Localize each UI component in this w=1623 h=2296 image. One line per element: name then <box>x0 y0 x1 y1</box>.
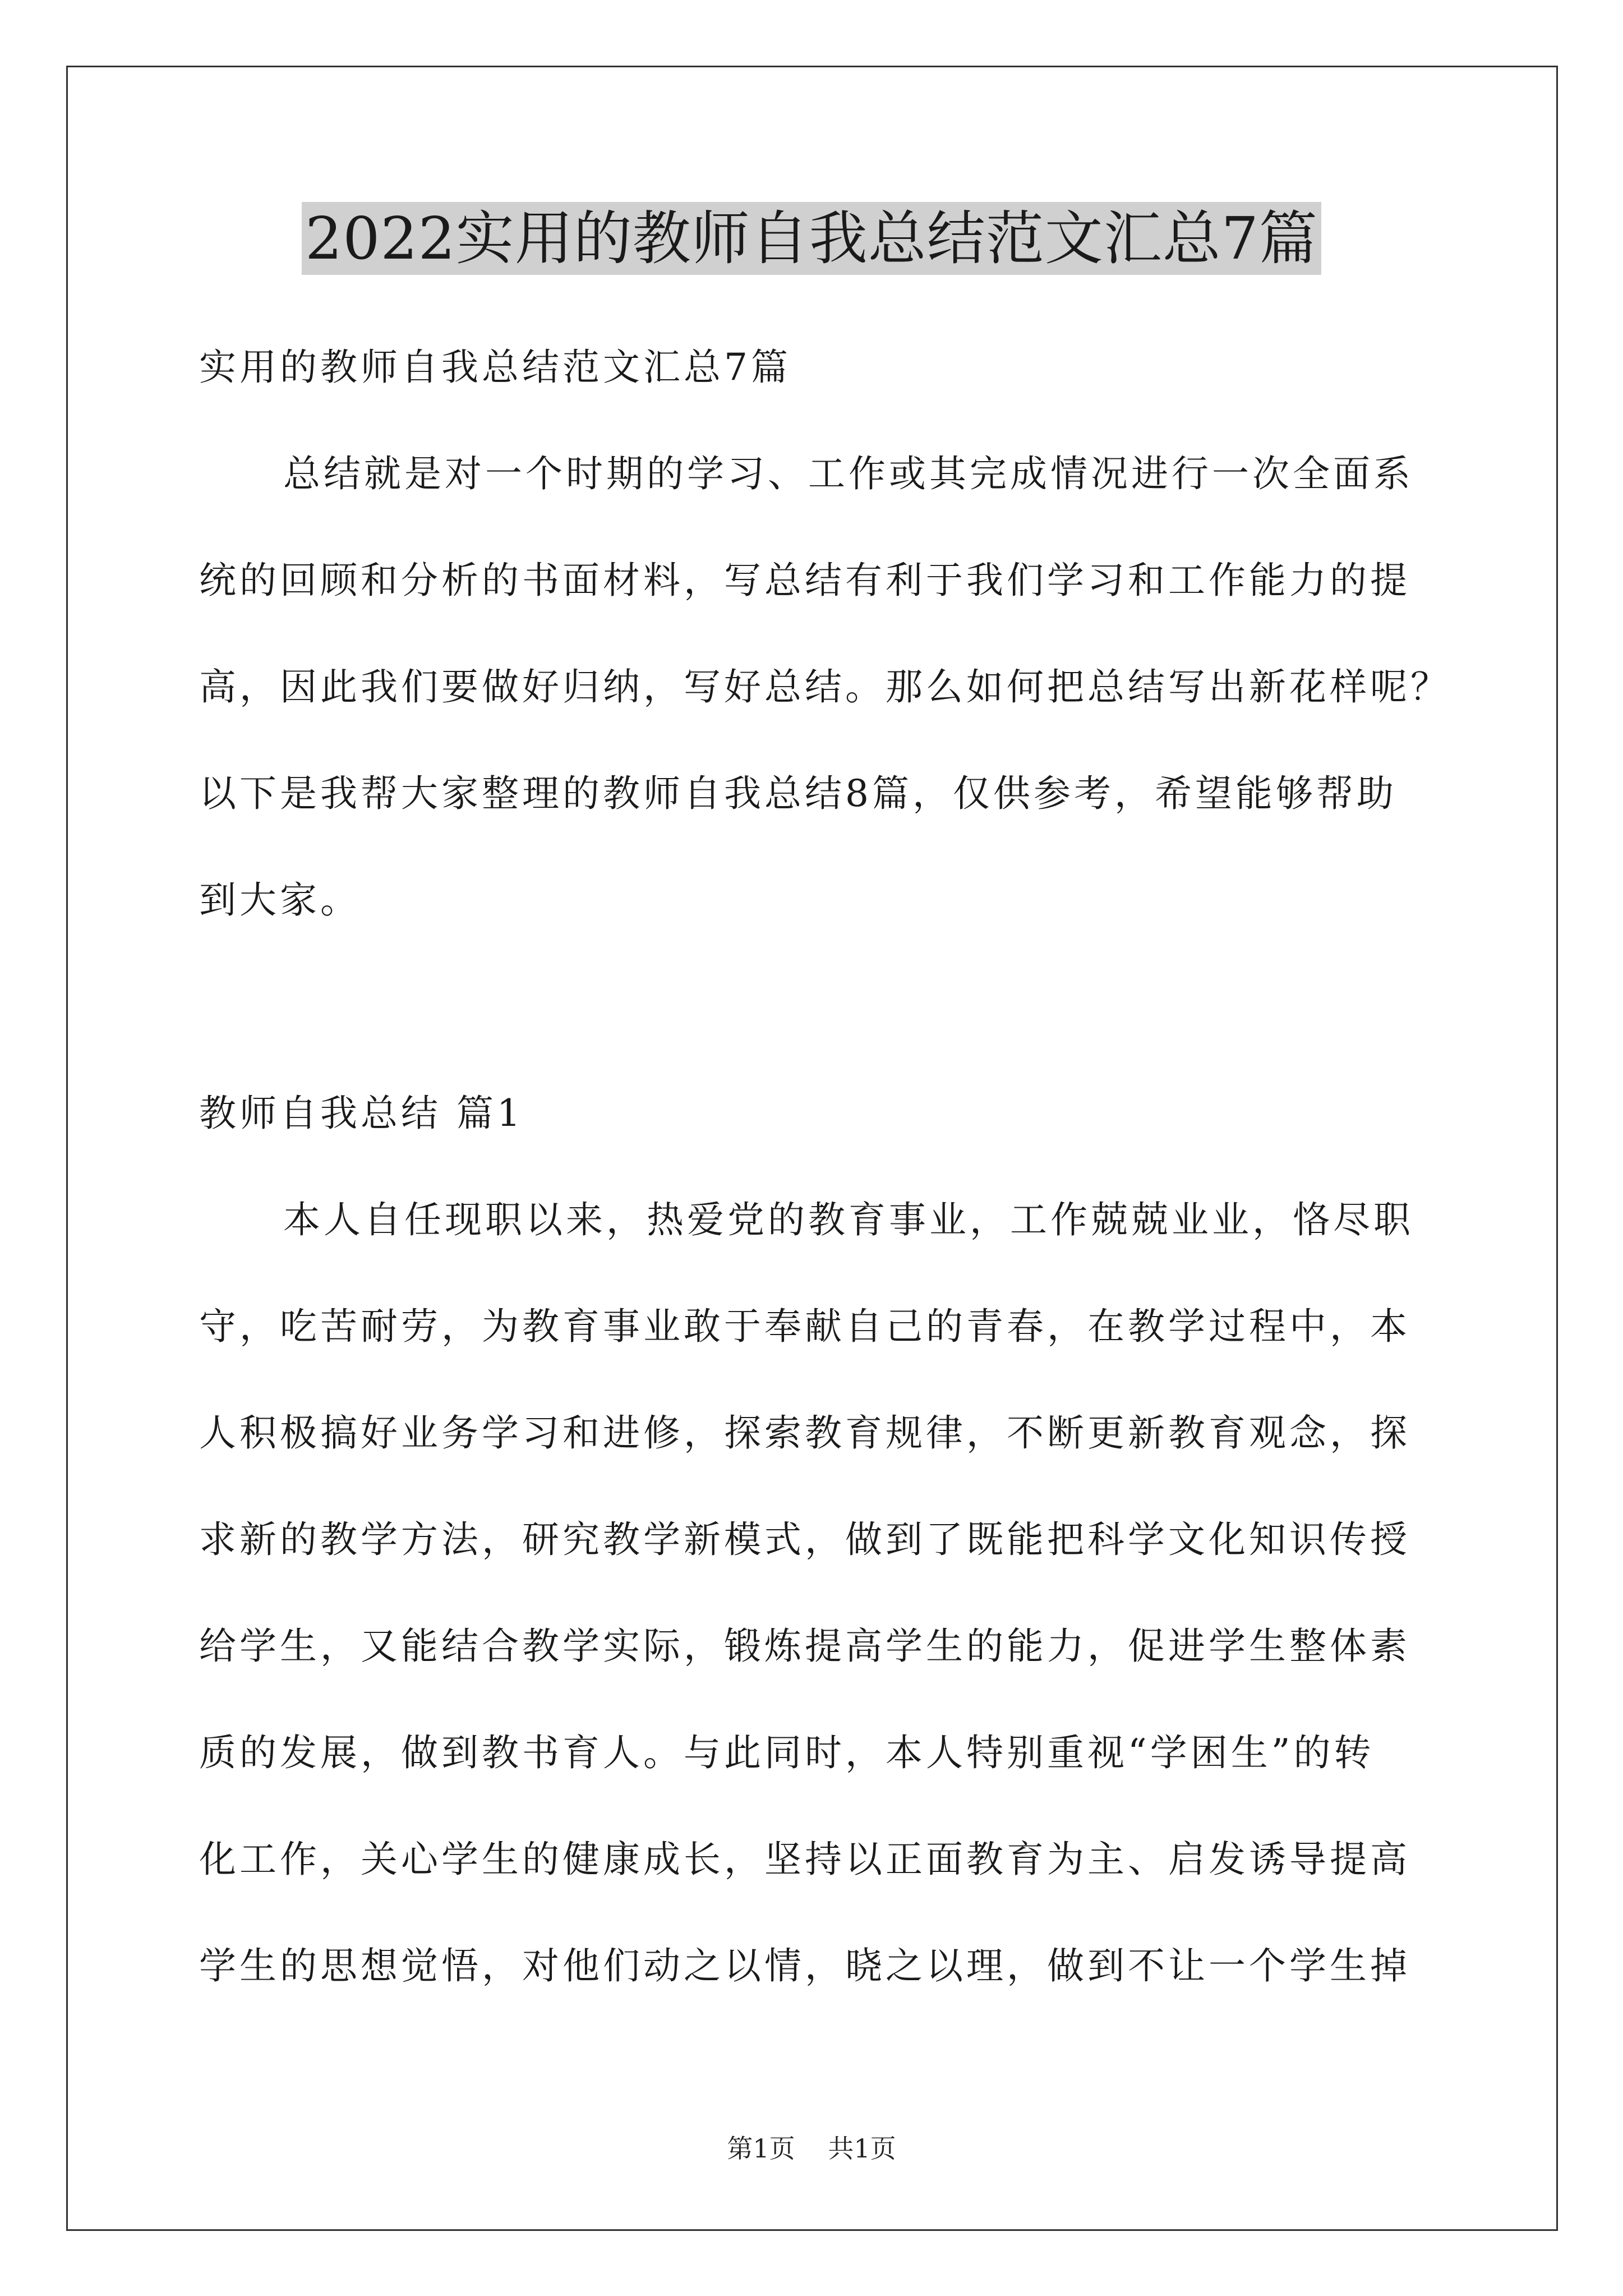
section-line: 人积极搞好业务学习和进修，探索教育规律，不断更新教育观念，探 <box>199 1411 1410 1455</box>
section-line: 求新的教学方法，研究教学新模式，做到了既能把科学文化知识传授 <box>199 1518 1410 1561</box>
document-title: 2022实用的教师自我总结范文汇总7篇 <box>302 202 1321 275</box>
section-line: 质的发展，做到教书育人。与此同时，本人特别重视“学困生”的转 <box>199 1731 1375 1774</box>
subtitle: 实用的教师自我总结范文汇总7篇 <box>199 346 791 389</box>
section-line: 给学生，又能结合教学实际，锻炼提高学生的能力，促进学生整体素 <box>199 1625 1410 1668</box>
section-line: 本人自任现职以来，热爱党的教育事业，工作兢兢业业，恪尽职 <box>283 1198 1414 1241</box>
paragraph-gap <box>199 954 1427 1060</box>
intro-line: 统的回顾和分析的书面材料，写总结有利于我们学习和工作能力的提 <box>199 559 1410 602</box>
section-line: 学生的思想觉悟，对他们动之以情，晓之以理，做到不让一个学生掉 <box>199 1944 1410 1987</box>
section-line: 化工作，关心学生的健康成长，坚持以正面教育为主、启发诱导提高 <box>199 1838 1410 1881</box>
intro-line: 总结就是对一个时期的学习、工作或其完成情况进行一次全面系 <box>283 452 1414 495</box>
title-container <box>0 202 1623 275</box>
page-number-total: 共1页 <box>828 2133 896 2164</box>
page-number-current: 第1页 <box>727 2133 795 2164</box>
intro-line: 高，因此我们要做好归纳，写好总结。那么如何把总结写出新花样呢？ <box>199 665 1451 708</box>
page-footer <box>0 2132 1623 2165</box>
intro-line: 到大家。 <box>199 878 361 922</box>
document-body <box>199 314 1451 2019</box>
section-heading: 教师自我总结 篇1 <box>199 1092 524 1135</box>
intro-line: 以下是我帮大家整理的教师自我总结8篇，仅供参考，希望能够帮助 <box>199 772 1397 815</box>
section-line: 守，吃苦耐劳，为教育事业敢于奉献自己的青春，在教学过程中，本 <box>199 1305 1410 1348</box>
